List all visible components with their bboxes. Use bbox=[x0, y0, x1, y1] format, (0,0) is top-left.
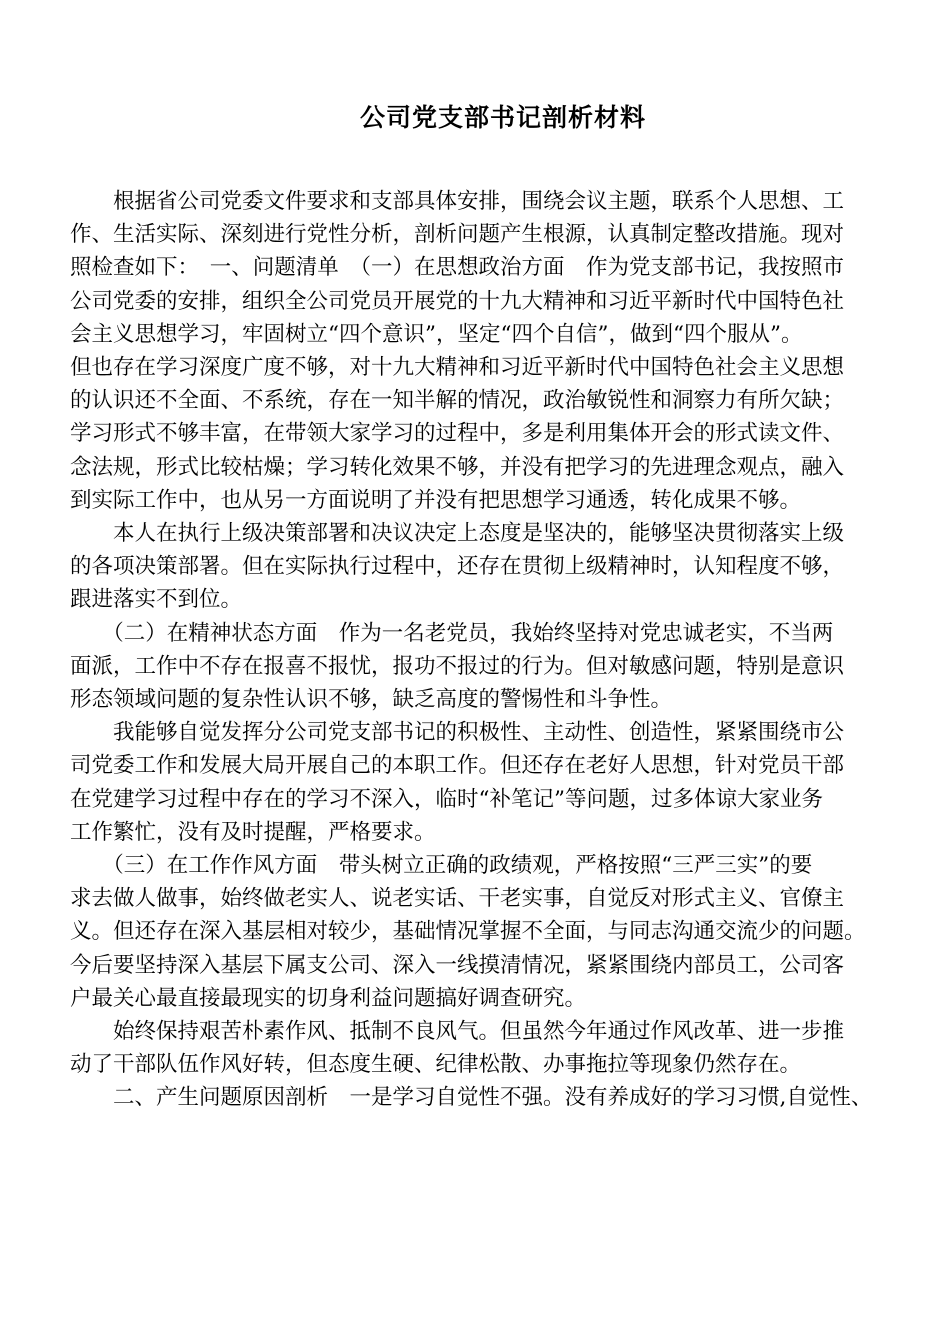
body-line: 动了干部队伍作风好转，但态度生硬、纪律松散、办事拖拉等现象仍然存在。 bbox=[70, 1052, 802, 1078]
body-line: 跟进落实不到位。 bbox=[70, 587, 243, 613]
body-line: 始终保持艰苦朴素作风、抵制不良风气。但虽然今年通过作风改革、进一步推 bbox=[70, 1019, 845, 1044]
body-line: 形态领域问题的复杂性认识不够，缺乏高度的警惕性和斗争性。 bbox=[70, 687, 673, 712]
body-line: 在党建学习过程中存在的学习不深入，临时“补笔记”等问题，过多体谅大家业务 bbox=[70, 786, 823, 812]
body-line: 念法规，形式比较枯燥；学习转化效果不够，并没有把学习的先进理念观点，融入 bbox=[70, 454, 845, 480]
body-line: 面派，工作中不存在报喜不报忧，报功不报过的行为。但对敏感问题，特别是意识 bbox=[70, 653, 845, 679]
body-line: 学习形式不够丰富，在带领大家学习的过程中，多是利用集体开会的形式读文件、 bbox=[70, 421, 845, 447]
body-line: （三）在工作作风方面 带头树立正确的政绩观，严格按照“三严三实”的要 bbox=[70, 853, 813, 878]
body-line: 求去做人做事，始终做老实人、说老实话、干老实事，自觉反对形式主义、官僚主 bbox=[70, 886, 845, 912]
body-line: 工作繁忙，没有及时提醒，严格要求。 bbox=[70, 819, 436, 845]
body-line: 作、生活实际、深刻进行党性分析，剖析问题产生根源，认真制定整改措施。现对 bbox=[70, 222, 845, 248]
body-line: （二）在精神状态方面 作为一名老党员，我始终坚持对党忠诚老实，不当两 bbox=[70, 620, 834, 646]
body-line: 照检查如下： 一、问题清单 （一）在思想政治方面 作为党支部书记，我按照市 bbox=[70, 255, 845, 281]
body-line: 但也存在学习深度广度不够，对十九大精神和习近平新时代中国特色社会主义思想 bbox=[70, 355, 845, 380]
body-line: 户最关心最直接最现实的切身利益问题搞好调查研究。 bbox=[70, 985, 587, 1011]
body-line: 到实际工作中，也从另一方面说明了并没有把思想学习通透，转化成果不够。 bbox=[70, 487, 802, 513]
body-line: 二、产生问题原因剖析 一是学习自觉性不强。没有养成好的学习习惯,自觉性、 bbox=[70, 1085, 873, 1111]
body-line: 的认识还不全面、不系统，存在一知半解的情况，政治敏锐性和洞察力有所欠缺； bbox=[70, 388, 845, 414]
body-line: 根据省公司党委文件要求和支部具体安排，围绕会议主题，联系个人思想、工 bbox=[70, 189, 845, 214]
body-line: 本人在执行上级决策部署和决议决定上态度是坚决的，能够坚决贯彻落实上级 bbox=[70, 521, 845, 546]
body-line: 司党委工作和发展大局开展自己的本职工作。但还存在老好人思想，针对党员干部 bbox=[70, 753, 845, 779]
body-line: 我能够自觉发挥分公司党支部书记的积极性、主动性、创造性，紧紧围绕市公 bbox=[70, 720, 845, 746]
body-line: 今后要坚持深入基层下属支公司、深入一线摸清情况，紧紧围绕内部员工，公司客 bbox=[70, 952, 845, 978]
body-line: 公司党委的安排，组织全公司党员开展党的十九大精神和习近平新时代中国特色社 bbox=[70, 288, 845, 314]
document-title: 公司党支部书记剖析材料 bbox=[359, 103, 646, 132]
body-line: 的各项决策部署。但在实际执行过程中，还存在贯彻上级精神时，认知程度不够， bbox=[70, 554, 845, 580]
body-line: 会主义思想学习，牢固树立“四个意识”，坚定“四个自信”，做到“四个服从”。 bbox=[70, 321, 803, 347]
body-line: 义。但还存在深入基层相对较少，基础情况掌握不全面，与同志沟通交流少的问题。 bbox=[70, 919, 866, 945]
